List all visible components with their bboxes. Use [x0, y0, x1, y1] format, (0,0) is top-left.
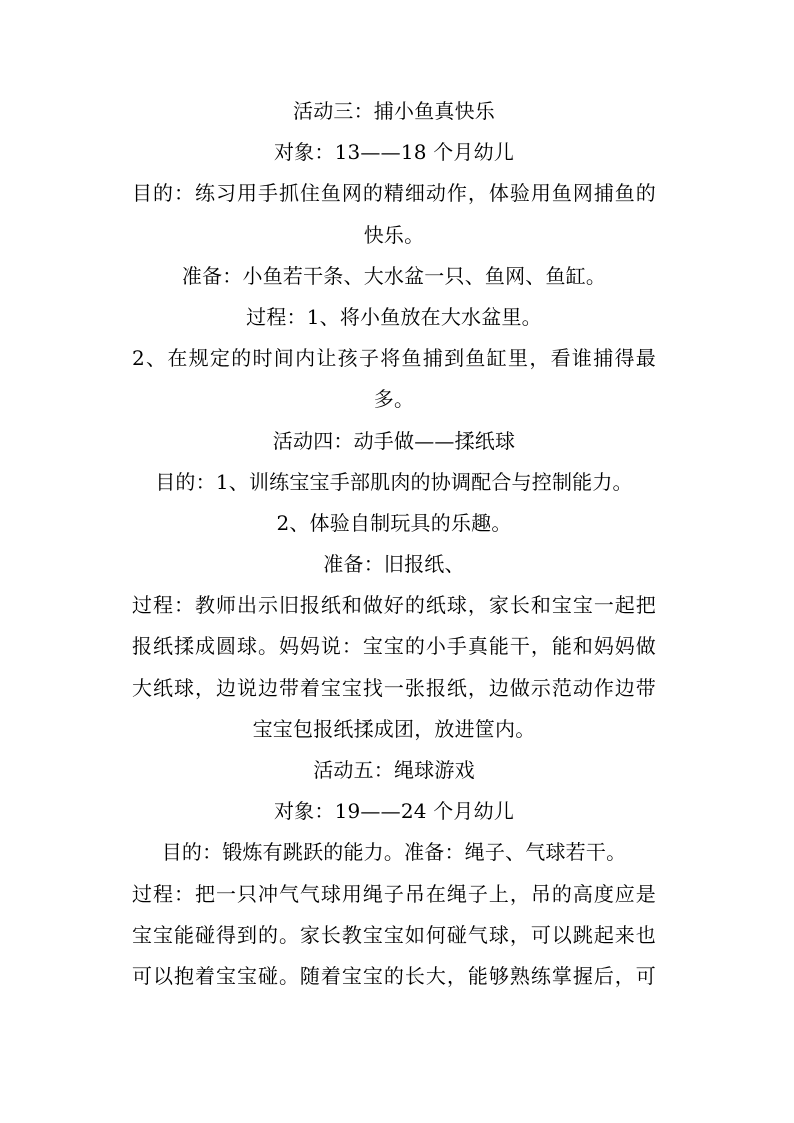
text-line: 2、在规定的时间内让孩子将鱼捕到鱼缸里，看谁捕得最 [132, 346, 656, 371]
text-line: 目的：练习用手抓住鱼网的精细动作，体验用鱼网捕鱼的 [132, 181, 656, 206]
text-line: 多。 [373, 387, 415, 412]
text-line: 目的：1、训练宝宝手部肌肉的协调配合与控制能力。 [155, 469, 633, 494]
text-line: 快乐。 [363, 222, 425, 247]
text-line: 过程：1、将小鱼放在大水盆里。 [246, 304, 542, 329]
text-line: 过程：教师出示旧报纸和做好的纸球，家长和宝宝一起把 [132, 593, 656, 618]
text-line: 准备：小鱼若干条、大水盆一只、鱼网、鱼缸。 [181, 263, 607, 288]
text-line: 活动四：动手做——揉纸球 [272, 428, 516, 453]
text-line: 准备：旧报纸、 [323, 552, 465, 577]
text-line: 可以抱着宝宝碰。随着宝宝的长大，能够熟练掌握后，可 [132, 963, 656, 988]
text-line: 2、体验自制玩具的乐趣。 [276, 510, 512, 535]
text-line: 活动五：绳球游戏 [313, 758, 475, 782]
text-line: 对象：13——18 个月幼儿 [273, 140, 515, 165]
text-line: 宝宝能碰得到的。家长教宝宝如何碰气球，可以跳起来也 [132, 922, 656, 947]
text-line: 宝宝包报纸揉成团，放进筐内。 [252, 716, 536, 741]
text-line: 过程：把一只冲气气球用绳子吊在绳子上，吊的高度应是 [132, 881, 656, 906]
document-body [132, 91, 656, 997]
text-line: 目的：锻炼有跳跃的能力。准备：绳子、气球若干。 [161, 840, 627, 865]
text-line: 大纸球，边说边带着宝宝找一张报纸，边做示范动作边带 [132, 675, 656, 700]
text-line: 报纸揉成圆球。妈妈说：宝宝的小手真能干，能和妈妈做 [132, 634, 656, 659]
text-line: 对象：19——24 个月幼儿 [273, 799, 515, 824]
text-line: 活动三：捕小鱼真快乐 [293, 99, 495, 123]
